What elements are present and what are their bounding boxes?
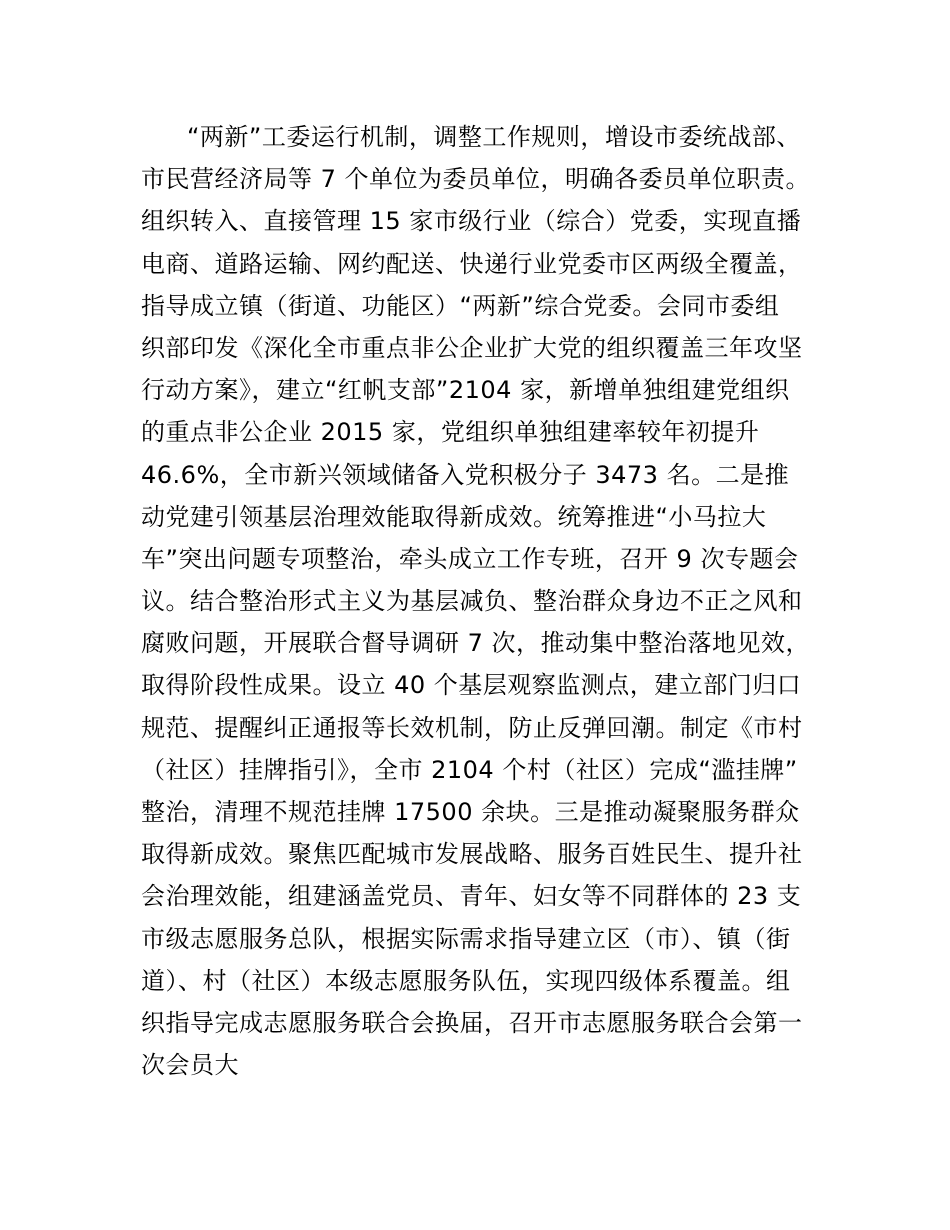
paragraph-line: 动党建引领基层治理效能取得新成效。统筹推进“小马拉大 [141,502,767,531]
paragraph-line: 组织转入、直接管理 15 家市级行业（综合）党委，实现直播 [141,207,802,236]
paragraph-line: 46.6%，全市新兴领域储备入党积极分子 3473 名。二是推 [141,460,790,489]
paragraph-line: 次会员大 [141,1051,239,1080]
paragraph-line: 取得阶段性成果。设立 40 个基层观察监测点，建立部门归口 [141,671,802,700]
paragraph-line: 电商、道路运输、网约配送、快递行业党委市区两级全覆盖， [141,249,803,278]
paragraph-line: 取得新成效。聚焦匹配城市发展战略、服务百姓民生、提升社 [141,840,803,869]
paragraph-line: 规范、提醒纠正通报等长效机制，防止反弹回潮。制定《市村 [141,713,803,742]
paragraph-line: 市级志愿服务总队，根据实际需求指导建立区（市）、镇（街 [141,924,791,953]
paragraph-line: 市民营经济局等 7 个单位为委员单位，明确各委员单位职责。 [141,165,811,194]
paragraph-line: 腐败问题，开展联合督导调研 7 次，推动集中整治落地见效， [141,629,811,658]
paragraph-line: 指导成立镇（街道、功能区）“两新”综合党委。会同市委组 [141,291,780,320]
paragraph-line: 车”突出问题专项整治，牵头成立工作专班，召开 9 次专题会 [141,544,799,573]
paragraph-line: 道）、村（社区）本级志愿服务队伍，实现四级体系覆盖。组 [141,966,791,995]
paragraph-line: 会治理效能，组建涵盖党员、青年、妇女等不同群体的 23 支 [141,882,802,911]
paragraph-line: （社区）挂牌指引》，全市 2104 个村（社区）完成“滥挂牌” [141,755,798,784]
paragraph-line: 整治，清理不规范挂牌 17500 余块。三是推动凝聚服务群众 [141,798,800,826]
paragraph-line: 的重点非公企业 2015 家，党组织单独组建率较年初提升 [141,418,760,447]
paragraph-line: “两新”工委运行机制，调整工作规则，增设市委统战部、 [187,123,801,151]
paragraph-line: 行动方案》，建立“红帆支部”2104 家，新增单独组建党组织 [141,376,790,405]
body-paragraph [141,116,841,1086]
paragraph-line: 织部印发《深化全市重点非公企业扩大党的组织覆盖三年攻坚 [141,333,803,362]
paragraph-line: 议。结合整治形式主义为基层减负、整治群众身边不正之风和 [141,587,803,616]
paragraph-line: 织指导完成志愿服务联合会换届，召开市志愿服务联合会第一 [141,1008,803,1037]
